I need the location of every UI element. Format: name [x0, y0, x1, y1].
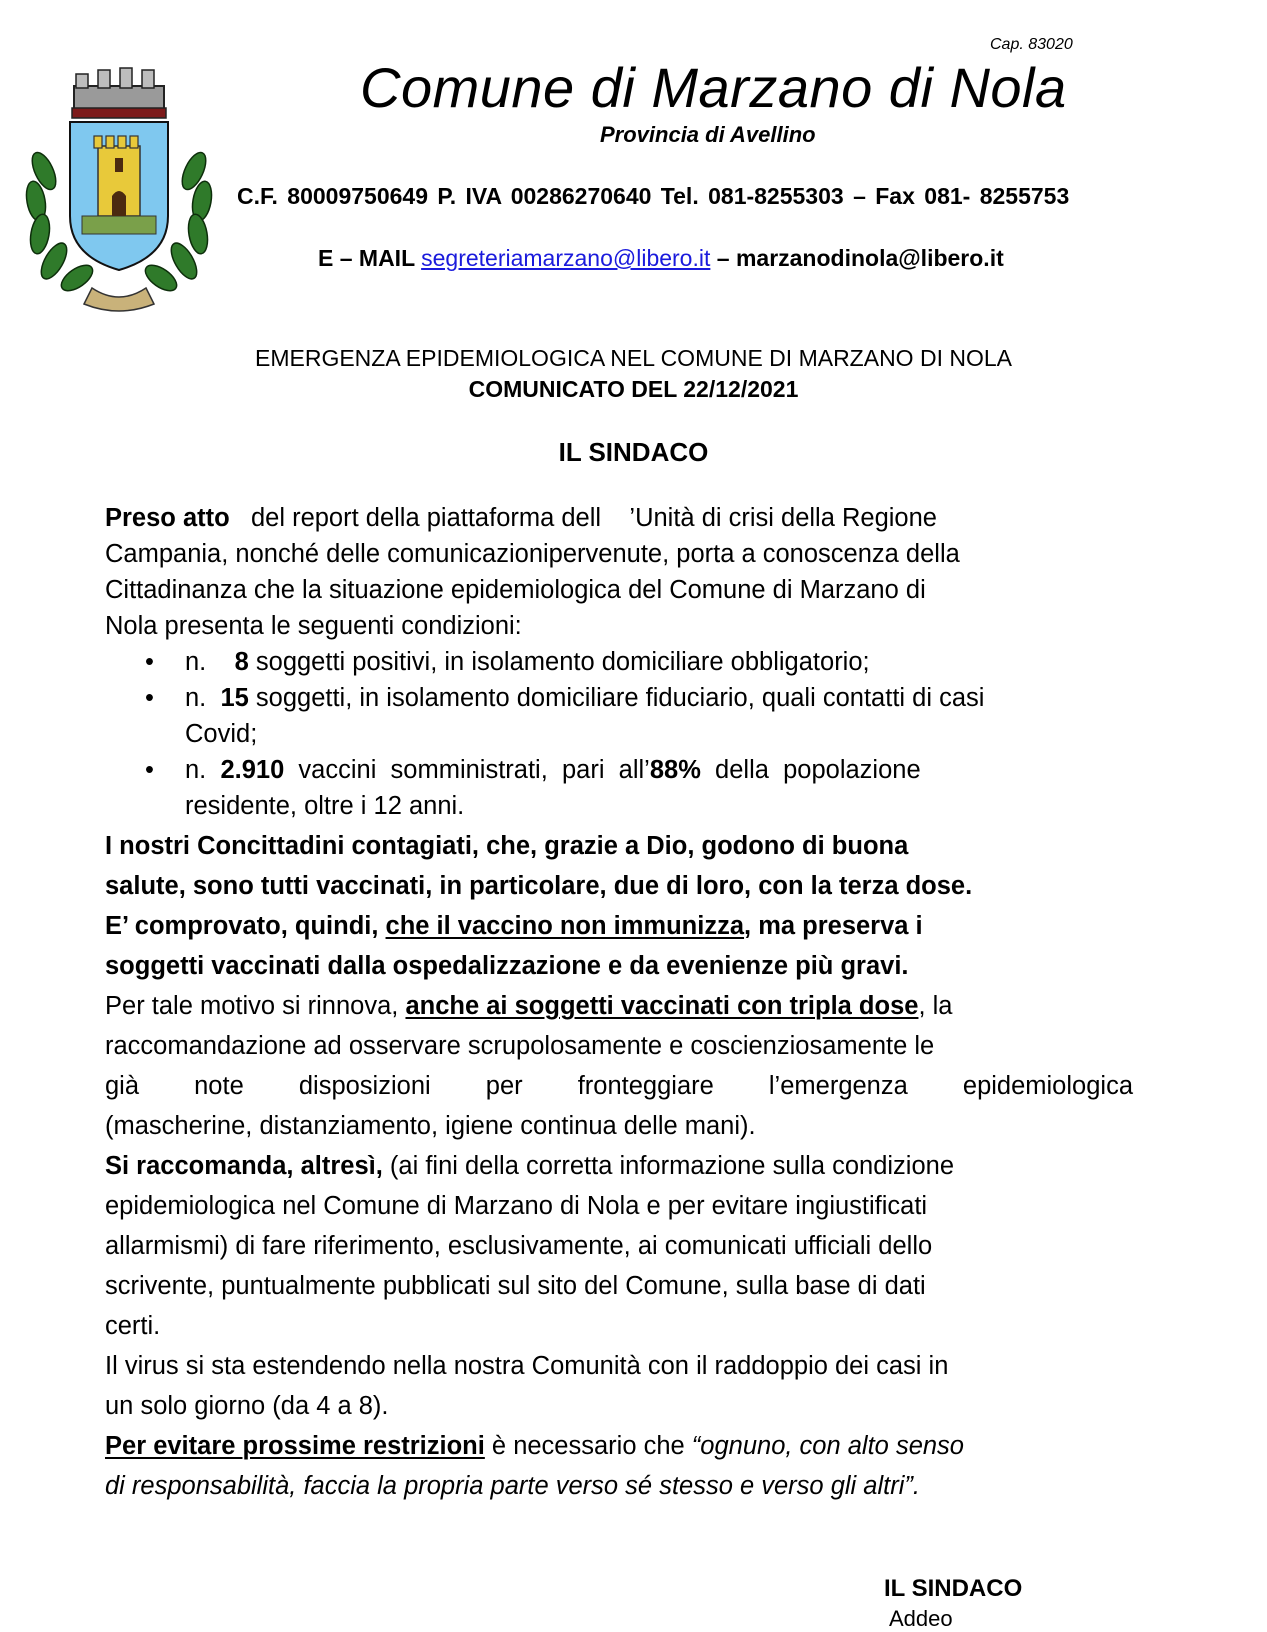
bold-phrase: Si raccomanda, altresì, — [105, 1152, 383, 1180]
preso-atto-bold: Preso atto — [105, 504, 230, 532]
email-link[interactable]: segreteriamarzano@libero.it — [421, 245, 711, 271]
list-item — [105, 752, 1133, 788]
text-span: , ma preserva i — [744, 912, 923, 940]
italic-quote-line: di responsabilità, faccia la propria parte verso sé stesso e verso gli altri”. — [105, 1472, 920, 1500]
bullet-icon: • — [145, 648, 154, 676]
list-item-continuation — [105, 716, 1133, 752]
positive-count: 8 — [234, 648, 249, 676]
underlined-phrase: anche ai soggetti vaccinati con tripla dose — [405, 992, 919, 1020]
emergency-title: EMERGENZA EPIDEMIOLOGICA NEL COMUNE DI MARZANO DI NOLA — [255, 345, 1012, 371]
paragraph-line: già note disposizioni per fronteggiare l’emergenza epidemiologica — [105, 1072, 1133, 1100]
bold-line — [105, 906, 1133, 946]
text-span: n. — [185, 756, 221, 784]
coat-of-arms-icon — [22, 56, 216, 314]
paragraph-line: Campania, nonché delle comunicazionipervenute, porta a conoscenza della — [105, 540, 960, 568]
municipality-title: Comune di Marzano di Nola — [360, 56, 1067, 119]
paragraph-line: (mascherine, distanziamento, igiene continua delle mani). — [105, 1112, 756, 1140]
postal-code: Cap. 83020 — [990, 36, 1073, 53]
email-suffix: – marzanodinola@libero.it — [710, 245, 1004, 271]
vaccine-count: 2.910 — [220, 756, 285, 784]
text-span: Covid; — [185, 720, 258, 748]
communique-body — [105, 500, 1133, 1506]
communique-date: COMUNICATO DEL 22/12/2021 — [468, 376, 799, 402]
vaccination-percent: 88% — [649, 756, 701, 784]
bold-line: salute, sono tutti vaccinati, in particolare, due di loro, con la terza dose. — [105, 872, 973, 900]
underlined-phrase: che il vaccino non immunizza — [385, 912, 745, 940]
list-item — [105, 644, 1133, 680]
text-span: è necessario che — [484, 1432, 692, 1460]
signature-name: Addeo — [889, 1606, 953, 1631]
paragraph-line: raccomandazione ad osservare scrupolosamente e coscienziosamente le — [105, 1032, 935, 1060]
text-span: soggetti, in isolamento domiciliare fiduciario, quali contatti di casi — [248, 684, 985, 712]
paragraph-line: Cittadinanza che la situazione epidemiologica del Comune di Marzano di — [105, 576, 926, 604]
list-item — [105, 680, 1133, 716]
list-item-continuation — [105, 788, 1133, 824]
fiscal-contact-line: C.F. 80009750649 P. IVA 00286270640 Tel. 081-8255303 – Fax 081- 8255753 — [237, 183, 1070, 209]
isolation-count: 15 — [220, 684, 249, 712]
text-span: E’ comprovato, quindi, — [105, 912, 386, 940]
text-span: n. — [185, 648, 235, 676]
text-span: residente, oltre i 12 anni. — [185, 792, 465, 820]
text-span: (ai fini della corretta informazione sulla condizione — [382, 1152, 955, 1180]
bullet-icon: • — [145, 684, 154, 712]
signature-title: IL SINDACO — [884, 1575, 1023, 1602]
text-span: vaccini somministrati, pari all’ — [284, 756, 650, 784]
bullet-icon: • — [145, 756, 154, 784]
italic-quote: “ognuno, con alto senso — [691, 1432, 964, 1460]
paragraph-line — [105, 500, 1133, 536]
paragraph-line: un solo giorno (da 4 a 8). — [105, 1392, 389, 1420]
paragraph-line: Nola presenta le seguenti condizioni: — [105, 612, 522, 640]
paragraph-line: certi. — [105, 1312, 161, 1340]
province-subtitle: Provincia di Avellino — [600, 122, 816, 147]
paragraph-line — [105, 1426, 1133, 1466]
text-span: n. — [185, 684, 221, 712]
paragraph-line: scrivente, puntualmente pubblicati sul sito del Comune, sulla base di dati — [105, 1272, 926, 1300]
text-span: , la — [918, 992, 953, 1020]
text-span: soggetti positivi, in isolamento domiciliare obbligatorio; — [248, 648, 870, 676]
text-span: della popolazione — [700, 756, 921, 784]
text-span: Per tale motivo si rinnova, — [105, 992, 406, 1020]
bold-line: I nostri Concittadini contagiati, che, grazie a Dio, godono di buona — [105, 832, 909, 860]
underlined-phrase: Per evitare prossime restrizioni — [105, 1432, 485, 1460]
paragraph-line — [105, 1146, 1133, 1186]
paragraph-line: allarmismi) di fare riferimento, esclusivamente, ai comunicati ufficiali dello — [105, 1232, 933, 1260]
paragraph-line: epidemiologica nel Comune di Marzano di Nola e per evitare ingiustificati — [105, 1192, 928, 1220]
paragraph-line: Il virus si sta estendendo nella nostra Comunità con il raddoppio dei casi in — [105, 1352, 949, 1380]
mayor-heading: IL SINDACO — [558, 437, 709, 467]
text-span: del report della piattaforma dell ’Unità di crisi della Regione — [229, 504, 937, 532]
paragraph-line — [105, 986, 1133, 1026]
email-line — [318, 245, 1004, 272]
bold-line: soggetti vaccinati dalla ospedalizzazione e da evenienze più gravi. — [105, 952, 909, 980]
email-prefix: E – MAIL — [318, 245, 422, 271]
